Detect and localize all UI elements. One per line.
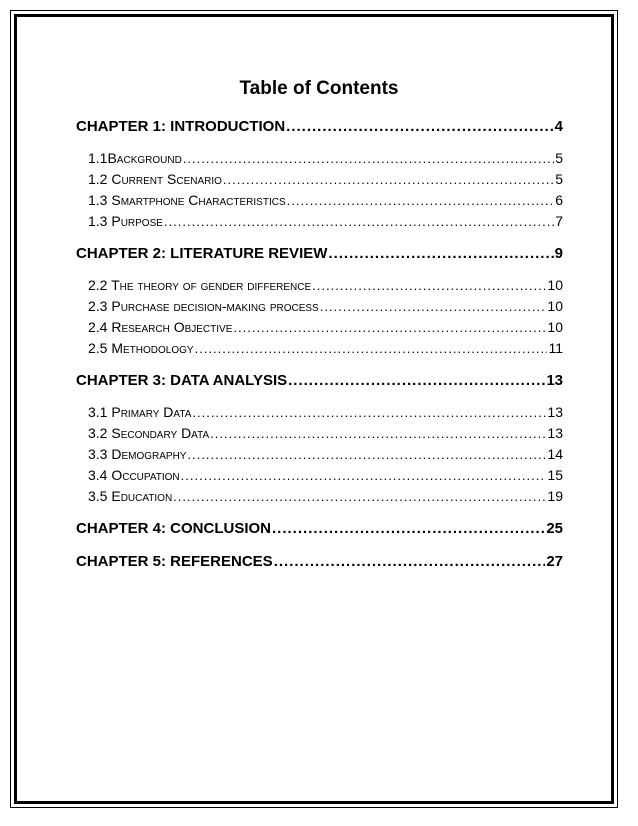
dot-leader — [183, 148, 554, 169]
chapter-label: CHAPTER 3: DATA ANALYSIS — [76, 372, 288, 389]
toc-section-1-4[interactable] — [76, 211, 563, 232]
section-page-number: 5 — [555, 150, 563, 166]
dot-leader — [173, 486, 546, 507]
dot-leader — [164, 211, 554, 232]
section-page-number: 6 — [555, 192, 563, 208]
section-label: 3.5 Education — [88, 488, 173, 504]
section-label: 1.3 Smartphone Characteristics — [88, 192, 286, 208]
section-page-number: 7 — [555, 213, 563, 229]
section-page-number: 5 — [555, 171, 563, 187]
toc-section-2-4[interactable] — [76, 317, 563, 338]
chapter-page-number: 27 — [546, 553, 563, 570]
toc-chapter-4[interactable] — [76, 518, 563, 540]
section-page-number: 14 — [547, 446, 563, 462]
toc-section-3-3[interactable] — [76, 444, 563, 465]
section-label: 2.3 Purchase decision-making process — [88, 298, 319, 314]
toc-section-2-3[interactable] — [76, 296, 563, 317]
toc-section-3-1[interactable] — [76, 402, 563, 423]
toc-chapter-5[interactable] — [76, 551, 563, 573]
page-title: Table of Contents — [239, 78, 399, 99]
dot-leader — [192, 402, 546, 423]
chapter-page-number: 13 — [546, 372, 563, 389]
chapter-label: CHAPTER 5: REFERENCES — [76, 553, 273, 570]
chapter-page-number: 9 — [554, 245, 563, 262]
section-label: 1.3 Purpose — [88, 213, 163, 229]
table-of-contents — [76, 116, 563, 573]
toc-chapter-1[interactable] — [76, 116, 563, 138]
section-page-number: 15 — [547, 467, 563, 483]
dot-leader — [287, 190, 555, 211]
section-label: 3.2 Secondary Data — [88, 425, 210, 441]
section-label: 1.2 Current Scenario — [88, 171, 222, 187]
dot-leader — [195, 338, 548, 359]
section-page-number: 13 — [547, 404, 563, 420]
toc-section-1-1[interactable] — [76, 148, 563, 169]
section-label: 3.4 Occupation — [88, 467, 180, 483]
section-label: 3.1 Primary Data — [88, 404, 192, 420]
dot-leader — [272, 518, 545, 540]
section-page-number: 11 — [548, 340, 563, 356]
section-label: 2.5 Methodology — [88, 340, 194, 356]
dot-leader — [223, 169, 554, 190]
dot-leader — [233, 317, 546, 338]
toc-section-1-2[interactable] — [76, 169, 563, 190]
toc-chapter-2[interactable] — [76, 243, 563, 265]
chapter-label: CHAPTER 1: INTRODUCTION — [76, 118, 286, 135]
section-page-number: 19 — [547, 488, 563, 504]
dot-leader — [210, 423, 546, 444]
chapter-page-number: 4 — [554, 118, 563, 135]
toc-section-2-2[interactable] — [76, 275, 563, 296]
toc-section-3-5[interactable] — [76, 486, 563, 507]
dot-leader — [181, 465, 547, 486]
section-page-number: 10 — [547, 319, 563, 335]
dot-leader — [328, 243, 553, 265]
chapter-label: CHAPTER 4: CONCLUSION — [76, 520, 272, 537]
dot-leader — [187, 444, 546, 465]
section-label: 3.3 Demography — [88, 446, 187, 462]
chapter-page-number: 25 — [546, 520, 563, 537]
section-label: 2.2 The theory of gender difference — [88, 277, 312, 293]
dot-leader — [320, 296, 547, 317]
chapter-label: CHAPTER 2: LITERATURE REVIEW — [76, 245, 328, 262]
dot-leader — [312, 275, 546, 296]
toc-section-2-5[interactable] — [76, 338, 563, 359]
toc-section-3-4[interactable] — [76, 465, 563, 486]
dot-leader — [286, 116, 553, 138]
section-label: 2.4 Research Objective — [88, 319, 233, 335]
section-page-number: 13 — [547, 425, 563, 441]
toc-section-3-2[interactable] — [76, 423, 563, 444]
section-label: 1.1Background — [88, 150, 182, 166]
dot-leader — [288, 370, 545, 392]
toc-section-1-3[interactable] — [76, 190, 563, 211]
toc-chapter-3[interactable] — [76, 370, 563, 392]
section-page-number: 10 — [547, 298, 563, 314]
section-page-number: 10 — [547, 277, 563, 293]
dot-leader — [274, 551, 546, 573]
